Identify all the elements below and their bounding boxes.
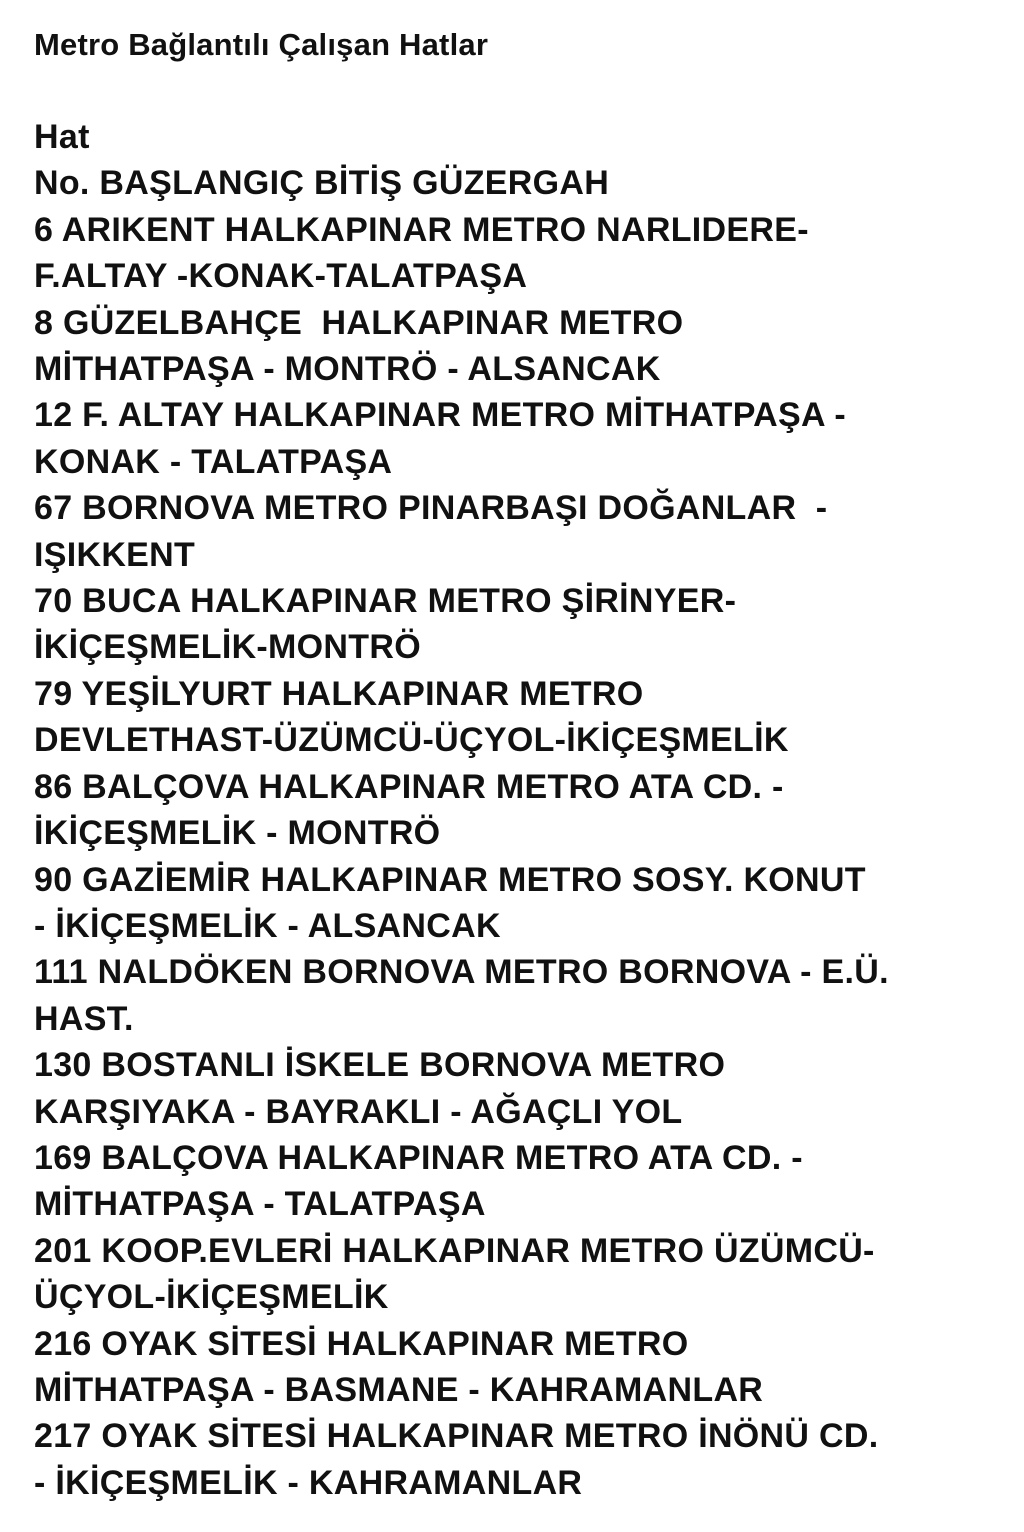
route-line: 216 OYAK SİTESİ HALKAPINAR METRO	[34, 1324, 689, 1363]
route-line: KONAK - TALATPAŞA	[34, 442, 393, 481]
document-title: Metro Bağlantılı Çalışan Hatlar	[34, 27, 489, 62]
route-line: HAST.	[34, 999, 134, 1038]
route-line: MİTHATPAŞA - BASMANE - KAHRAMANLAR	[34, 1370, 764, 1409]
route-line: 79 YEŞİLYURT HALKAPINAR METRO	[34, 674, 644, 713]
route-line: - İKİÇEŞMELİK - ALSANCAK	[34, 906, 501, 945]
route-line: - İKİÇEŞMELİK - KAHRAMANLAR	[34, 1463, 583, 1502]
route-line: 217 OYAK SİTESİ HALKAPINAR METRO İNÖNÜ CD.	[34, 1417, 879, 1456]
route-line: MİTHATPAŞA - MONTRÖ - ALSANCAK	[34, 350, 661, 389]
route-line: 70 BUCA HALKAPINAR METRO ŞİRİNYER-	[34, 582, 737, 621]
route-line: 130 BOSTANLI İSKELE BORNOVA METRO	[34, 1046, 726, 1085]
route-line: 111 NALDÖKEN BORNOVA METRO BORNOVA - E.Ü.	[34, 953, 889, 992]
route-line: 67 BORNOVA METRO PINARBAŞI DOĞANLAR -	[34, 489, 828, 528]
table-header-line-2: No. BAŞLANGIÇ BİTİŞ GÜZERGAH	[34, 164, 610, 203]
route-line: 8 GÜZELBAHÇE HALKAPINAR METRO	[34, 303, 684, 342]
blank-line	[34, 68, 1004, 114]
route-line: 6 ARIKENT HALKAPINAR METRO NARLIDERE-	[34, 210, 809, 249]
route-line: F.ALTAY -KONAK-TALATPAŞA	[34, 257, 528, 296]
route-line: 90 GAZİEMİR HALKAPINAR METRO SOSY. KONUT	[34, 860, 866, 899]
table-header-line-1: Hat	[34, 118, 90, 156]
route-line: MİTHATPAŞA - TALATPAŞA	[34, 1185, 486, 1224]
route-line: KARŞIYAKA - BAYRAKLI - AĞAÇLI YOL	[34, 1092, 683, 1131]
route-line: 169 BALÇOVA HALKAPINAR METRO ATA CD. -	[34, 1138, 803, 1177]
route-line: ÜÇYOL-İKİÇEŞMELİK	[34, 1278, 389, 1317]
document-body	[34, 22, 1004, 1506]
route-line: İKİÇEŞMELİK-MONTRÖ	[34, 628, 421, 667]
route-line: 12 F. ALTAY HALKAPINAR METRO MİTHATPAŞA -	[34, 396, 846, 435]
route-line: DEVLETHAST-ÜZÜMCÜ-ÜÇYOL-İKİÇEŞMELİK	[34, 721, 789, 760]
route-line: 201 KOOP.EVLERİ HALKAPINAR METRO ÜZÜMCÜ-	[34, 1231, 875, 1270]
route-line: 86 BALÇOVA HALKAPINAR METRO ATA CD. -	[34, 767, 784, 806]
route-line: IŞIKKENT	[34, 535, 196, 574]
route-line: İKİÇEŞMELİK - MONTRÖ	[34, 814, 441, 853]
